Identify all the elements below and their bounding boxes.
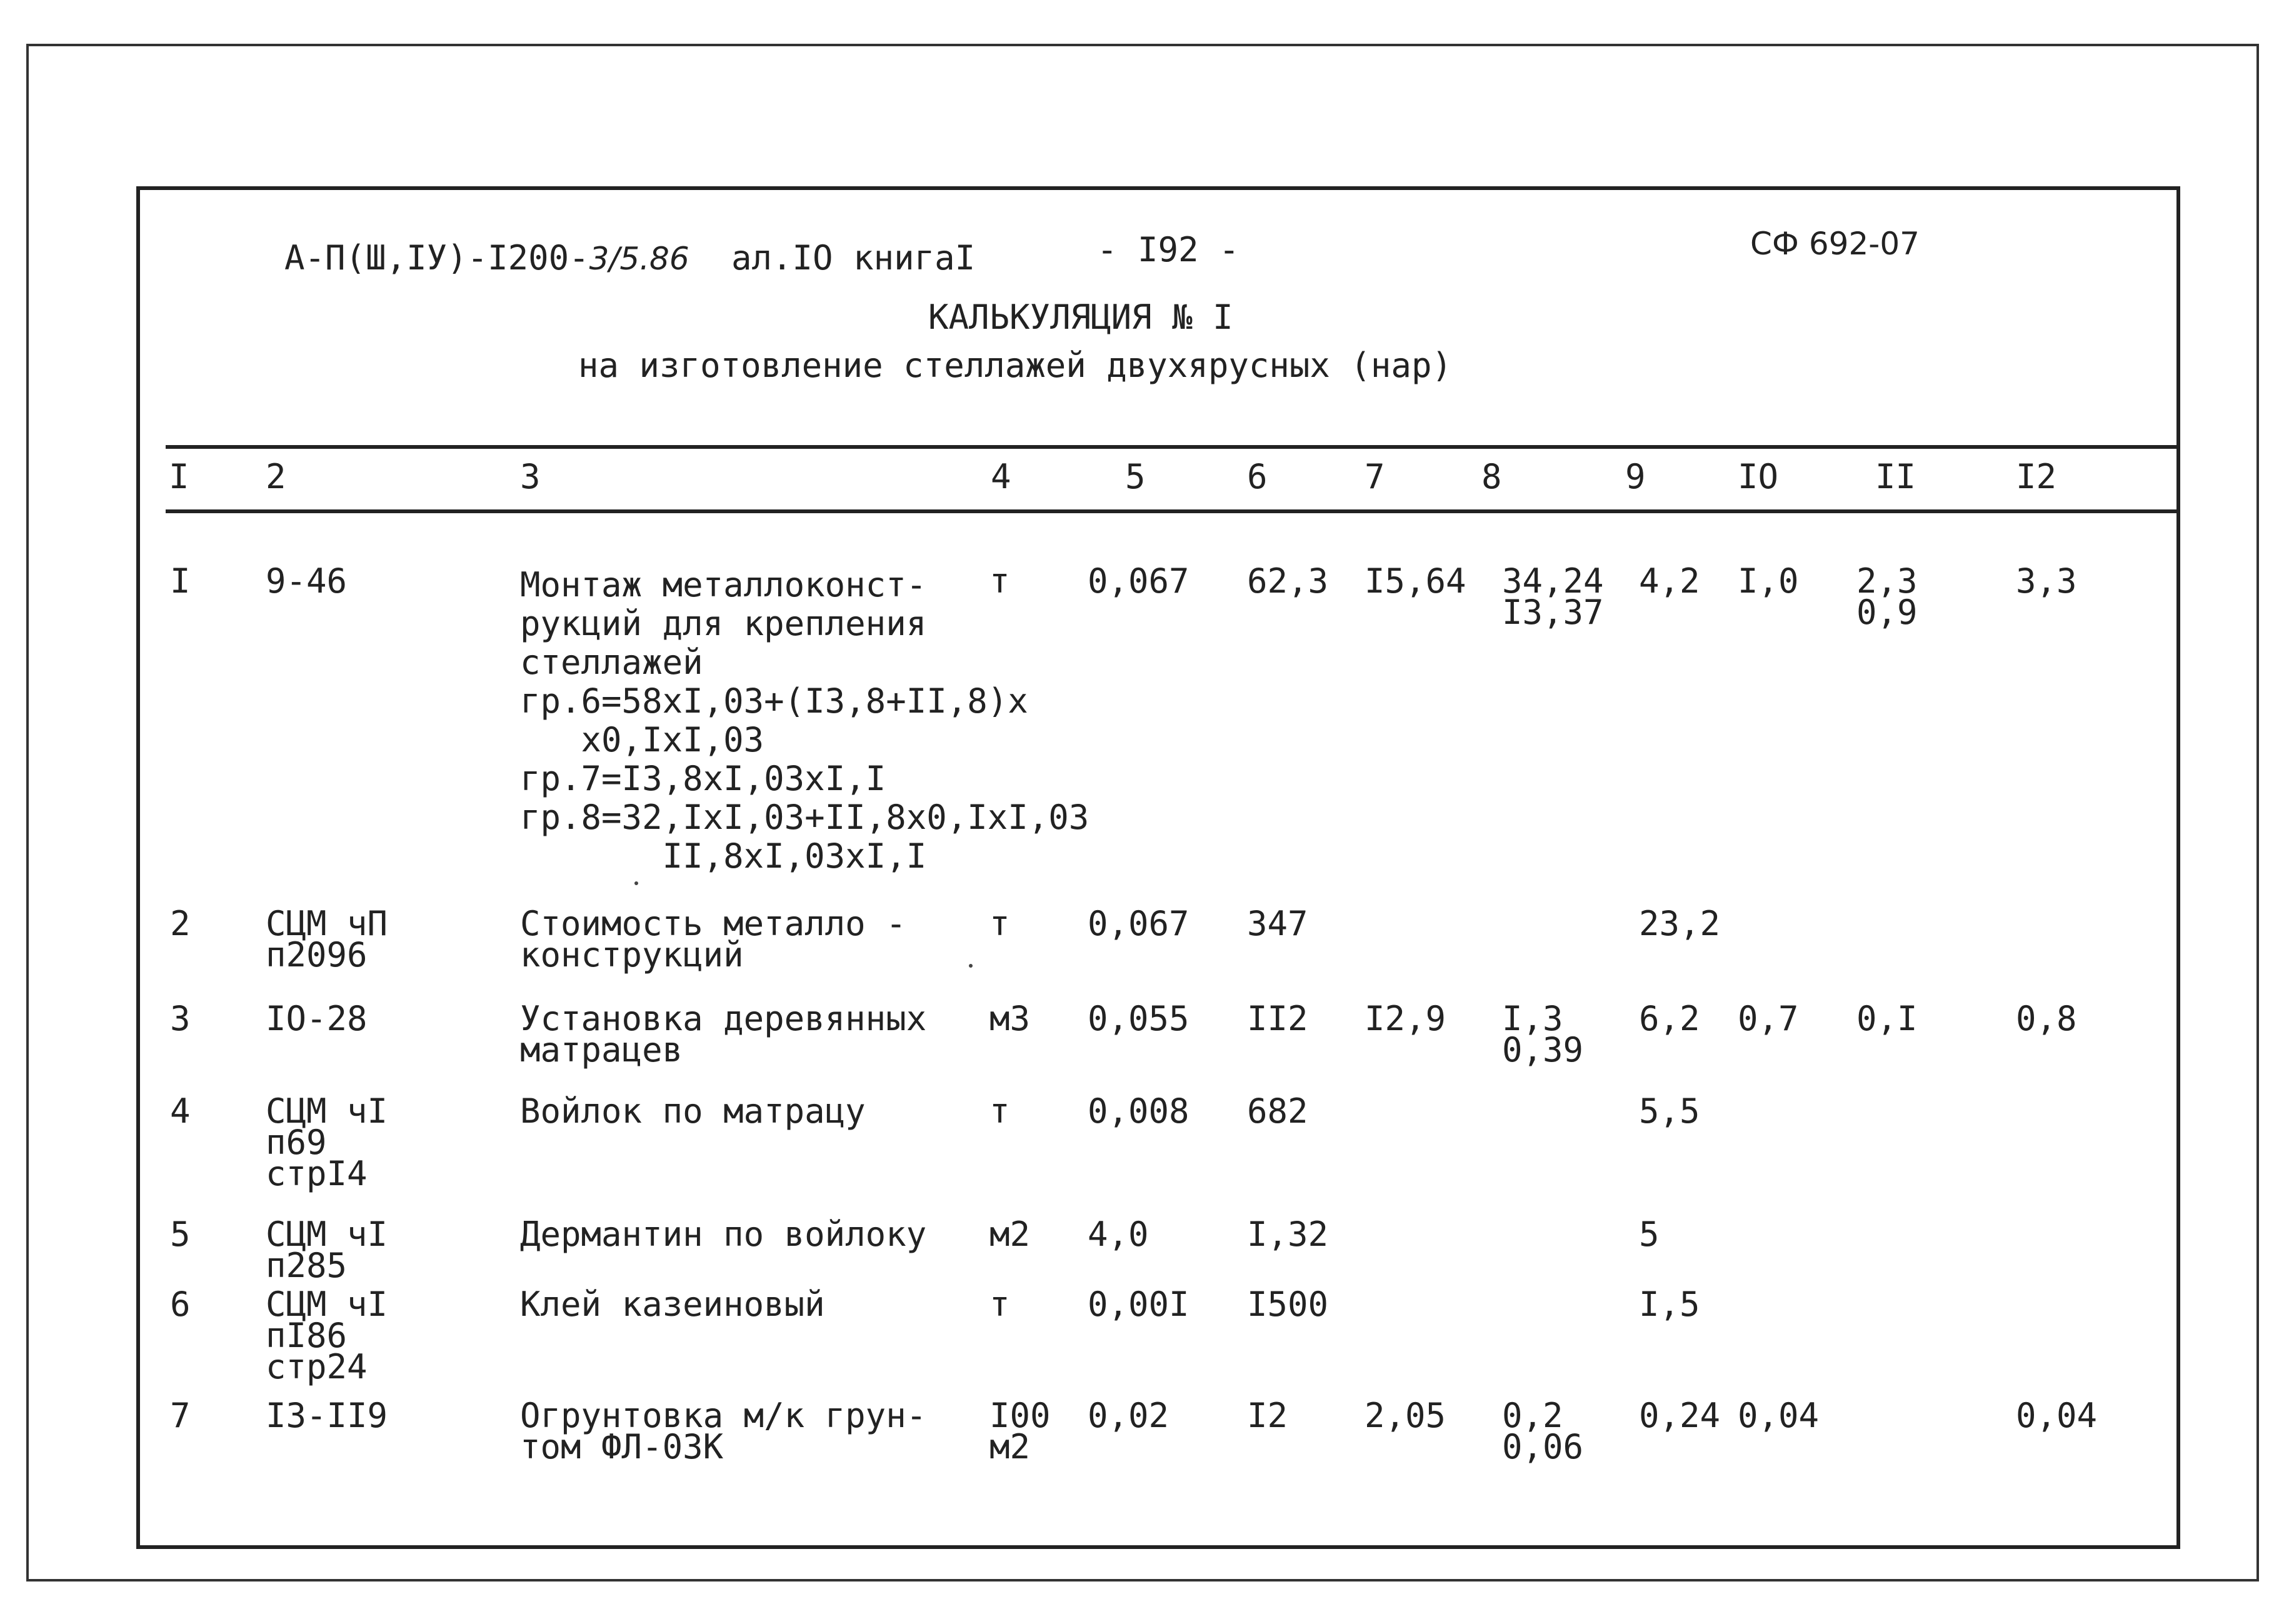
cell-col-6: I500 (1247, 1285, 1329, 1324)
cell-col-8: 0,2 0,06 (1502, 1396, 1584, 1466)
cell-col-2: СЦМ чI п69 стрI4 (266, 1091, 388, 1193)
cell-col-4: т (989, 1285, 1010, 1324)
calc-title: КАЛЬКУЛЯЦИЯ № I (928, 298, 1233, 337)
inner-frame (136, 186, 2180, 1549)
document-code-handwritten: 3/5.86 (589, 241, 689, 277)
cell-col-9: 23,2 (1639, 904, 1721, 943)
cell-col-4: м2 (989, 1215, 1031, 1254)
cell-col-10: I,0 (1738, 561, 1799, 601)
cell-col-1: 3 (170, 999, 191, 1038)
cell-col-3: Установка деревянных матрацев (520, 999, 927, 1070)
cell-col-3: Огрунтовка м/к грун- том ФЛ-03К (520, 1396, 927, 1466)
col-header-11: II (1875, 457, 1916, 496)
cell-col-7: 2,05 (1365, 1396, 1446, 1435)
col-header-1: I (169, 457, 189, 496)
cell-col-1: 7 (170, 1396, 191, 1435)
cell-col-6: I2 (1247, 1396, 1288, 1435)
cell-col-11: 0,I (1856, 999, 1918, 1038)
cell-col-4: т (989, 1091, 1010, 1131)
cell-col-5: 0,00I (1088, 1285, 1190, 1324)
cell-col-6: II2 (1247, 999, 1308, 1038)
cell-col-3: Войлок по матрацу (520, 1091, 866, 1131)
col-header-5: 5 (1125, 457, 1146, 496)
stray-mark (634, 881, 638, 885)
table-header-rule (166, 509, 2177, 513)
cell-col-6: 682 (1247, 1091, 1308, 1131)
cell-col-9: 5,5 (1639, 1091, 1700, 1131)
cell-col-8: I,3 0,39 (1502, 999, 1584, 1070)
cell-col-5: 4,0 (1088, 1215, 1149, 1254)
cell-col-5: 0,055 (1088, 999, 1190, 1038)
cell-col-3: Клей казеиновый (520, 1285, 825, 1324)
cell-col-9: 4,2 (1639, 561, 1700, 601)
cell-col-9: I,5 (1639, 1285, 1700, 1324)
table-top-rule (166, 445, 2177, 449)
cell-col-12: 0,04 (2016, 1396, 2098, 1435)
cell-col-1: 2 (170, 904, 191, 943)
col-header-9: 9 (1625, 457, 1646, 496)
sf-code: СФ 692-07 (1750, 226, 1920, 262)
cell-col-10: 0,04 (1738, 1396, 1820, 1435)
document-code (284, 238, 689, 278)
cell-col-5: 0,02 (1088, 1396, 1170, 1435)
calc-subtitle: на изготовление стеллажей двухярусных (нар) (578, 346, 1452, 385)
cell-col-4: м3 (989, 999, 1031, 1038)
cell-col-10: 0,7 (1738, 999, 1799, 1038)
cell-col-9: 0,24 (1639, 1396, 1721, 1435)
cell-col-2: 9-46 (266, 561, 348, 601)
cell-col-2: IO-28 (266, 999, 368, 1038)
album-label: ал.IO книгаI (731, 238, 976, 278)
cell-col-12: 0,8 (2016, 999, 2077, 1038)
cell-col-4: т (989, 561, 1010, 601)
col-header-12: I2 (2016, 457, 2057, 496)
cell-col-6: 347 (1247, 904, 1308, 943)
cell-col-1: I (170, 561, 191, 601)
cell-col-1: 6 (170, 1285, 191, 1324)
cell-col-5: 0,008 (1088, 1091, 1190, 1131)
cell-col-11: 2,3 0,9 (1856, 561, 1918, 632)
col-header-10: IO (1738, 457, 1779, 496)
document-code-text: А-П(Ш,IУ)-I200- (284, 238, 589, 278)
cell-col-4: I00 м2 (989, 1396, 1051, 1466)
cell-col-6: I,32 (1247, 1215, 1329, 1254)
cell-col-9: 5 (1639, 1215, 1660, 1254)
col-header-6: 6 (1247, 457, 1268, 496)
cell-col-8: 34,24 I3,37 (1502, 561, 1604, 632)
page-number: - I92 - (1097, 230, 1240, 269)
cell-col-1: 5 (170, 1215, 191, 1254)
cell-col-1: 4 (170, 1091, 191, 1131)
cell-col-5: 0,067 (1088, 561, 1190, 601)
col-header-2: 2 (266, 457, 286, 496)
cell-col-2: СЦМ чП п2096 (266, 904, 388, 975)
col-header-4: 4 (991, 457, 1011, 496)
col-header-8: 8 (1481, 457, 1502, 496)
stray-mark (969, 964, 973, 968)
cell-col-7: I2,9 (1365, 999, 1446, 1038)
cell-col-12: 3,3 (2016, 561, 2077, 601)
cell-col-2: СЦМ чI п285 (266, 1215, 388, 1285)
cell-col-6: 62,3 (1247, 561, 1329, 601)
cell-col-5: 0,067 (1088, 904, 1190, 943)
cell-col-2: I3-II9 (266, 1396, 388, 1435)
cell-col-3: Стоимость металло - конструкций (520, 904, 906, 975)
cell-col-3: Дермантин по войлоку (520, 1215, 927, 1254)
cell-col-3: Монтаж металлоконст- рукций для крепления стеллажей гр.6=58хI,03+(I3,8+II,8)х х0,IхI,03 гр.7=I3,8хI,03хI,I гр.8=32,IхI,03+II,8х0,IхI,03 II,8хI,03хI,I (520, 565, 1089, 876)
col-header-3: 3 (520, 457, 541, 496)
cell-col-2: СЦМ чI пI86 стр24 (266, 1285, 388, 1386)
cell-col-4: т (989, 904, 1010, 943)
cell-col-9: 6,2 (1639, 999, 1700, 1038)
col-header-7: 7 (1365, 457, 1385, 496)
cell-col-7: I5,64 (1365, 561, 1466, 601)
